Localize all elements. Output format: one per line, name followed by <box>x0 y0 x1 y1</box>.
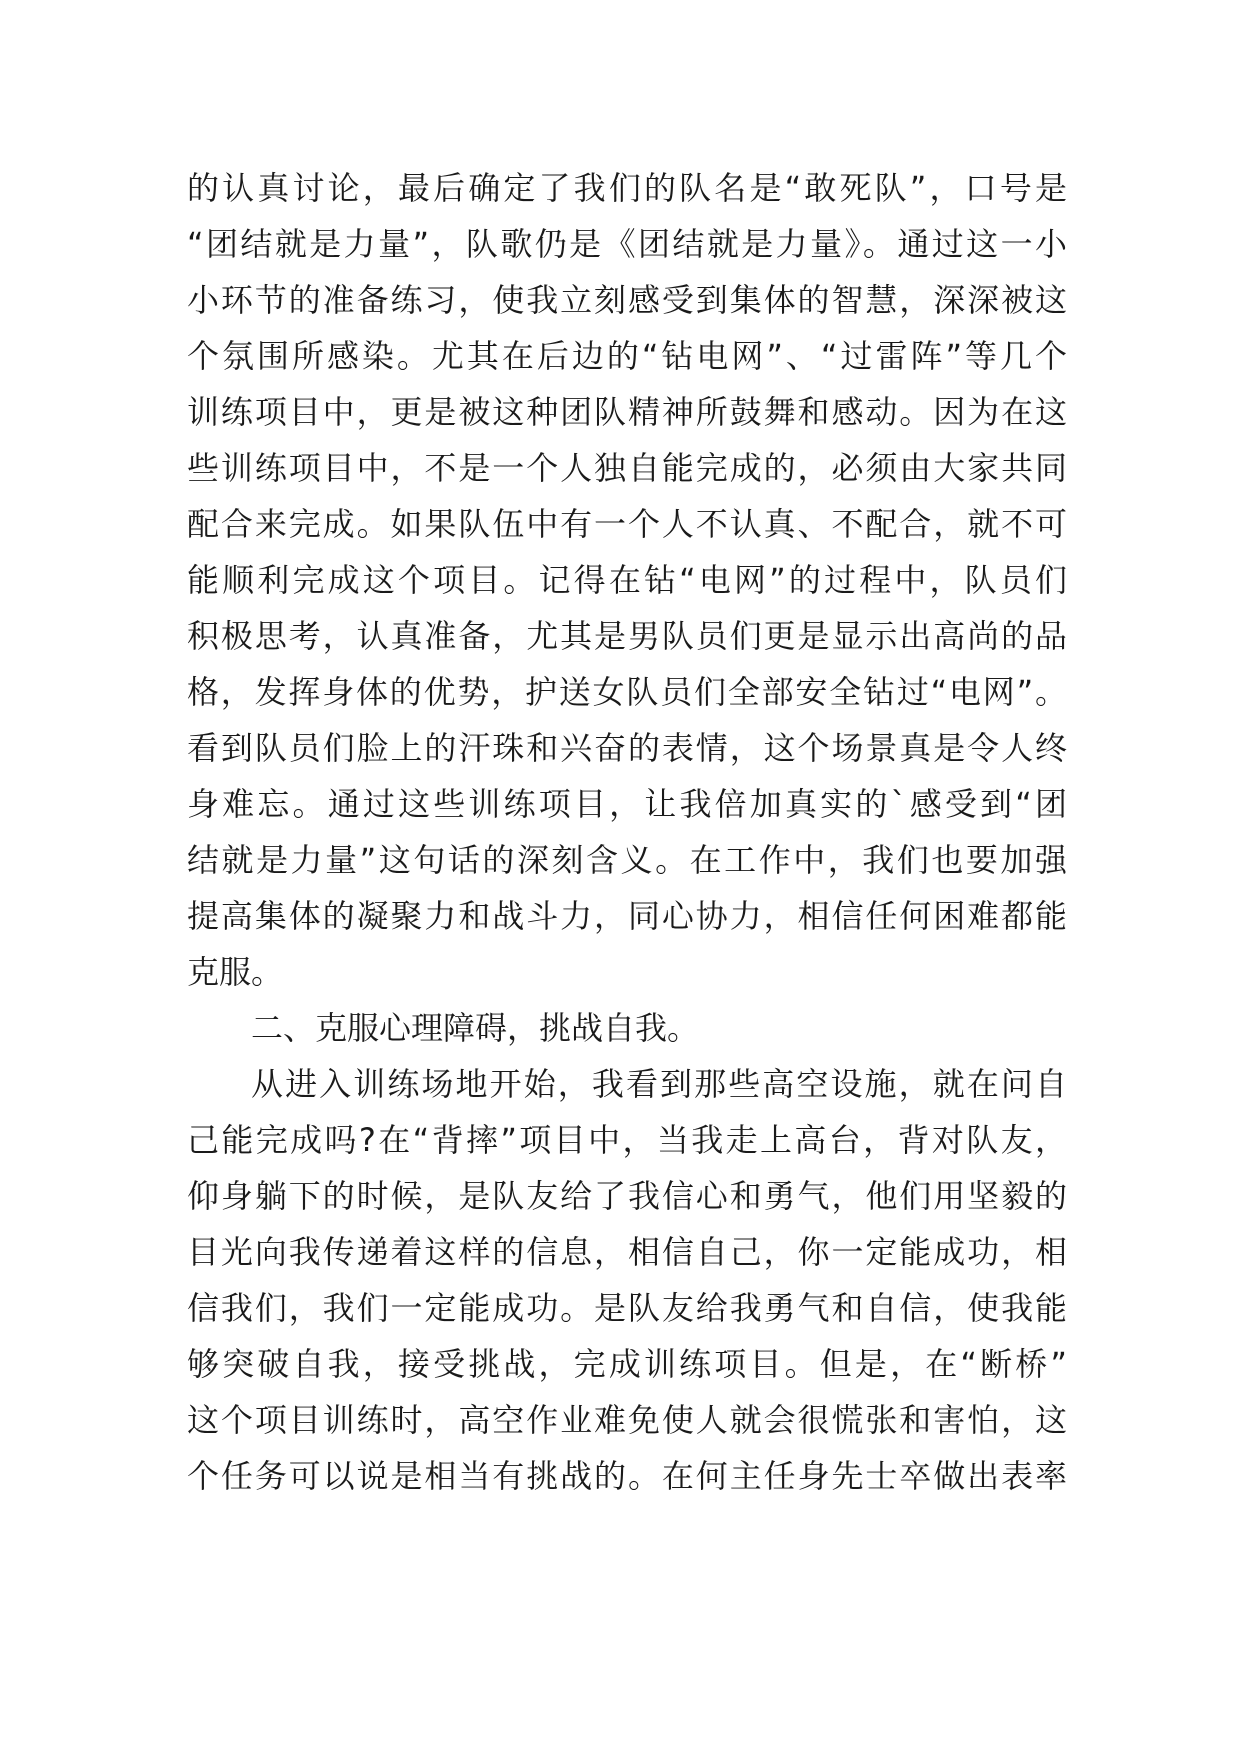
text-line-21: 信我们，我们一定能成功。是队友给我勇气和自信，使我能 <box>187 1289 1067 1327</box>
text-line-20: 目光向我传递着这样的信息，相信自己，你一定能成功，相 <box>187 1233 1067 1271</box>
text-line-3: 小环节的准备练习，使我立刻感受到集体的智慧，深深被这 <box>187 281 1067 319</box>
text-line-23: 这个项目训练时，高空作业难免使人就会很慌张和害怕，这 <box>187 1401 1067 1439</box>
text-line-19: 仰身躺下的时候，是队友给了我信心和勇气，他们用坚毅的 <box>187 1177 1067 1215</box>
text-line-17: 从进入训练场地开始，我看到那些高空设施，就在问自 <box>251 1065 1067 1103</box>
document-body <box>187 160 1067 1504</box>
text-line-14: 提高集体的凝聚力和战斗力，同心协力，相信任何困难都能 <box>187 897 1067 935</box>
text-line-10: 格，发挥身体的优势，护送女队员们全部安全钻过“电网”。 <box>187 673 1067 711</box>
text-line-22: 够突破自我，接受挑战，完成训练项目。但是，在“断桥” <box>187 1345 1067 1383</box>
text-line-8: 能顺利完成这个项目。记得在钻“电网”的过程中，队员们 <box>187 561 1067 599</box>
text-line-15: 克服。 <box>187 953 284 991</box>
text-line-1: 的认真讨论，最后确定了我们的队名是“敢死队”，口号是 <box>187 169 1067 207</box>
text-line-2: “团结就是力量”，队歌仍是《团结就是力量》。通过这一小 <box>187 225 1067 263</box>
text-line-6: 些训练项目中，不是一个人独自能完成的，必须由大家共同 <box>187 449 1067 487</box>
text-line-24: 个任务可以说是相当有挑战的。在何主任身先士卒做出表率 <box>187 1457 1067 1495</box>
text-line-7: 配合来完成。如果队伍中有一个人不认真、不配合，就不可 <box>187 505 1067 543</box>
text-line-4: 个氛围所感染。尤其在后边的“钻电网”、“过雷阵”等几个 <box>187 337 1067 375</box>
text-line-12: 身难忘。通过这些训练项目，让我倍加真实的`感受到“团 <box>187 785 1067 823</box>
text-line-18: 己能完成吗?在“背摔”项目中，当我走上高台，背对队友， <box>187 1121 1067 1159</box>
text-line-11: 看到队员们脸上的汗珠和兴奋的表情，这个场景真是令人终 <box>187 729 1067 767</box>
text-line-9: 积极思考，认真准备，尤其是男队员们更是显示出高尚的品 <box>187 617 1067 655</box>
text-line-13: 结就是力量”这句话的深刻含义。在工作中，我们也要加强 <box>187 841 1067 879</box>
section-heading: 二、克服心理障碍，挑战自我。 <box>251 1009 700 1047</box>
text-line-5: 训练项目中，更是被这种团队精神所鼓舞和感动。因为在这 <box>187 393 1067 431</box>
